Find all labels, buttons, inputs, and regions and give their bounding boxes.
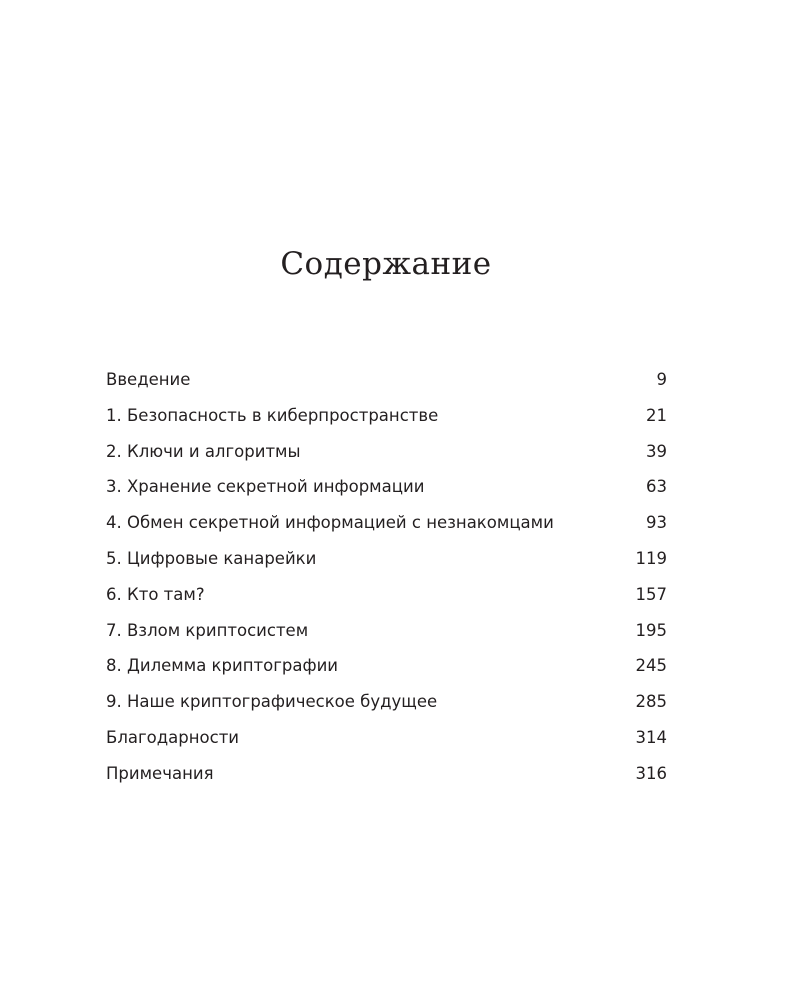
toc-entry (106, 580, 667, 616)
toc-entry (106, 723, 667, 759)
toc-entry-page-number: 316 (635, 763, 667, 783)
toc-entry-title: 3. Хранение секретной информации (106, 477, 425, 497)
toc-list (106, 365, 667, 795)
toc-entry-page-number: 39 (646, 441, 667, 461)
toc-entry (106, 616, 667, 652)
toc-entry-page-number: 9 (656, 370, 667, 389)
toc-entry-page-number: 157 (635, 584, 667, 604)
toc-entry (106, 472, 667, 508)
toc-entry-title: Введение (106, 370, 191, 389)
toc-entry-title: Благодарности (106, 727, 240, 747)
toc-entry (106, 401, 667, 437)
toc-entry-page-number: 119 (635, 548, 667, 568)
toc-entry (106, 437, 667, 473)
toc-entry-page-number: 245 (635, 656, 667, 676)
toc-entry-page-number: 314 (635, 727, 667, 747)
toc-entry-page-number: 195 (635, 620, 667, 640)
toc-entry (106, 687, 667, 723)
toc-entry (106, 365, 667, 401)
toc-entry-title: 8. Дилемма криптографии (106, 656, 339, 676)
toc-entry-title: 7. Взлом криптосистем (106, 620, 309, 640)
toc-entry-title: Примечания (106, 763, 214, 783)
toc-entry-page-number: 21 (646, 405, 667, 425)
toc-entry-page-number: 63 (646, 477, 667, 497)
toc-entry-page-number: 285 (635, 692, 667, 712)
toc-entry-title: 4. Обмен секретной информацией с незнакомцами (106, 513, 554, 533)
toc-entry-title: 5. Цифровые канарейки (106, 548, 317, 568)
toc-entry-title: 6. Кто там? (106, 584, 205, 604)
toc-entry (106, 544, 667, 580)
toc-entry (106, 759, 667, 795)
toc-entry-page-number: 93 (646, 513, 667, 533)
toc-entry-title: 2. Ключи и алгоритмы (106, 441, 301, 461)
page-title: Содержание (280, 246, 492, 282)
toc-entry-title: 9. Наше криптографическое будущее (106, 692, 438, 712)
toc-entry (106, 651, 667, 687)
toc-entry-title: 1. Безопасность в киберпространстве (106, 405, 439, 425)
toc-entry (106, 508, 667, 544)
